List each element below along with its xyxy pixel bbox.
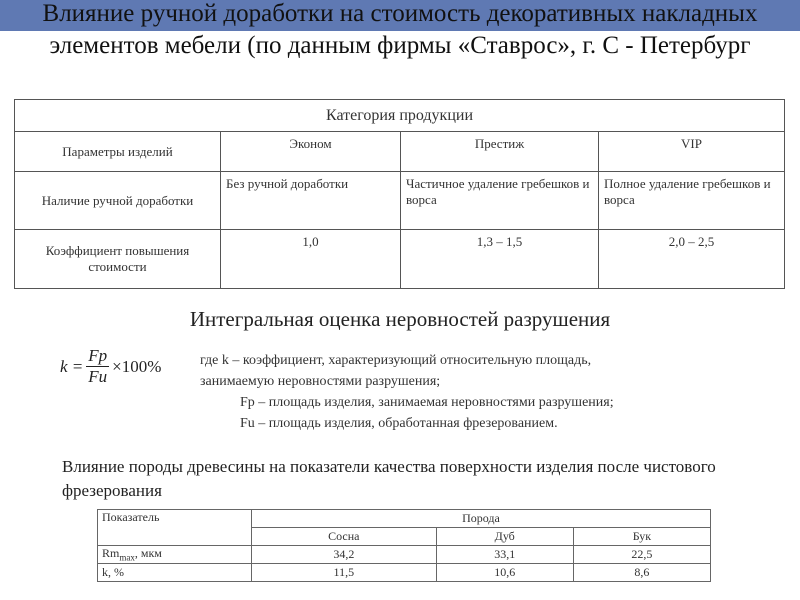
row-label [98,546,252,564]
page-title: Влияние ручной доработки на стоимость декоративных накладных элементов мебели (по данным фирмы «Ставрос», г. С - Петербург [42,0,758,59]
column-header: VIP [599,132,785,172]
param-header: Параметры изделий [15,132,221,172]
cell: 22,5 [573,546,710,564]
cell: 34,2 [252,546,437,564]
formula-description [200,350,614,434]
column-header: Престиж [401,132,599,172]
column-header: Эконом [221,132,401,172]
cell: 1,0 [221,230,401,289]
indicator-header: Показатель [98,510,252,546]
section-paragraph: Влияние породы древесины на показатели качества поверхности изделия после чистового фрезерования [62,457,716,500]
wood-table [97,509,711,582]
cell: Без ручной доработки [221,172,401,230]
column-header: Бук [573,528,710,546]
desc-line: где k – коэффициент, характеризующий относительную площадь, [200,353,592,368]
denominator: Fu [88,367,108,386]
column-header: Сосна [252,528,437,546]
category-header: Категория продукции [15,100,785,132]
table-row [15,230,785,289]
formula-fraction [86,346,109,387]
row-label: k, % [98,564,252,582]
cell: Частичное удаление гребешков и ворса [401,172,599,230]
cell: 2,0 – 2,5 [599,230,785,289]
formula [60,346,161,387]
column-header: Дуб [436,528,573,546]
desc-line: Fu – площадь изделия, обработанная фрезерованием. [240,416,558,431]
numerator: Fp [88,346,108,365]
cell: 11,5 [252,564,437,582]
label-main: Rm [102,546,120,561]
cell: 8,6 [573,564,710,582]
cell: Полное удаление гребешков и ворса [599,172,785,230]
label-sub: max [119,552,135,563]
desc-line: занимаемую неровностями разрушения; [200,374,441,389]
table-row [98,564,711,582]
section-subtitle: Интегральная оценка неровностей разрушения [189,307,611,331]
row-label: Коэффициент повышения стоимости [15,230,221,289]
row-label: Наличие ручной доработки [15,172,221,230]
cell: 33,1 [436,546,573,564]
cell: 10,6 [436,564,573,582]
cost-table [14,99,785,289]
desc-line: Fp – площадь изделия, занимаемая неровностями разрушения; [240,395,614,410]
group-header: Порода [252,510,711,528]
cell: 1,3 – 1,5 [401,230,599,289]
formula-lhs: k = [60,356,84,376]
formula-rhs: ×100% [112,356,162,376]
table-row [98,546,711,564]
table-row [15,172,785,230]
label-suffix: , мкм [134,546,162,561]
